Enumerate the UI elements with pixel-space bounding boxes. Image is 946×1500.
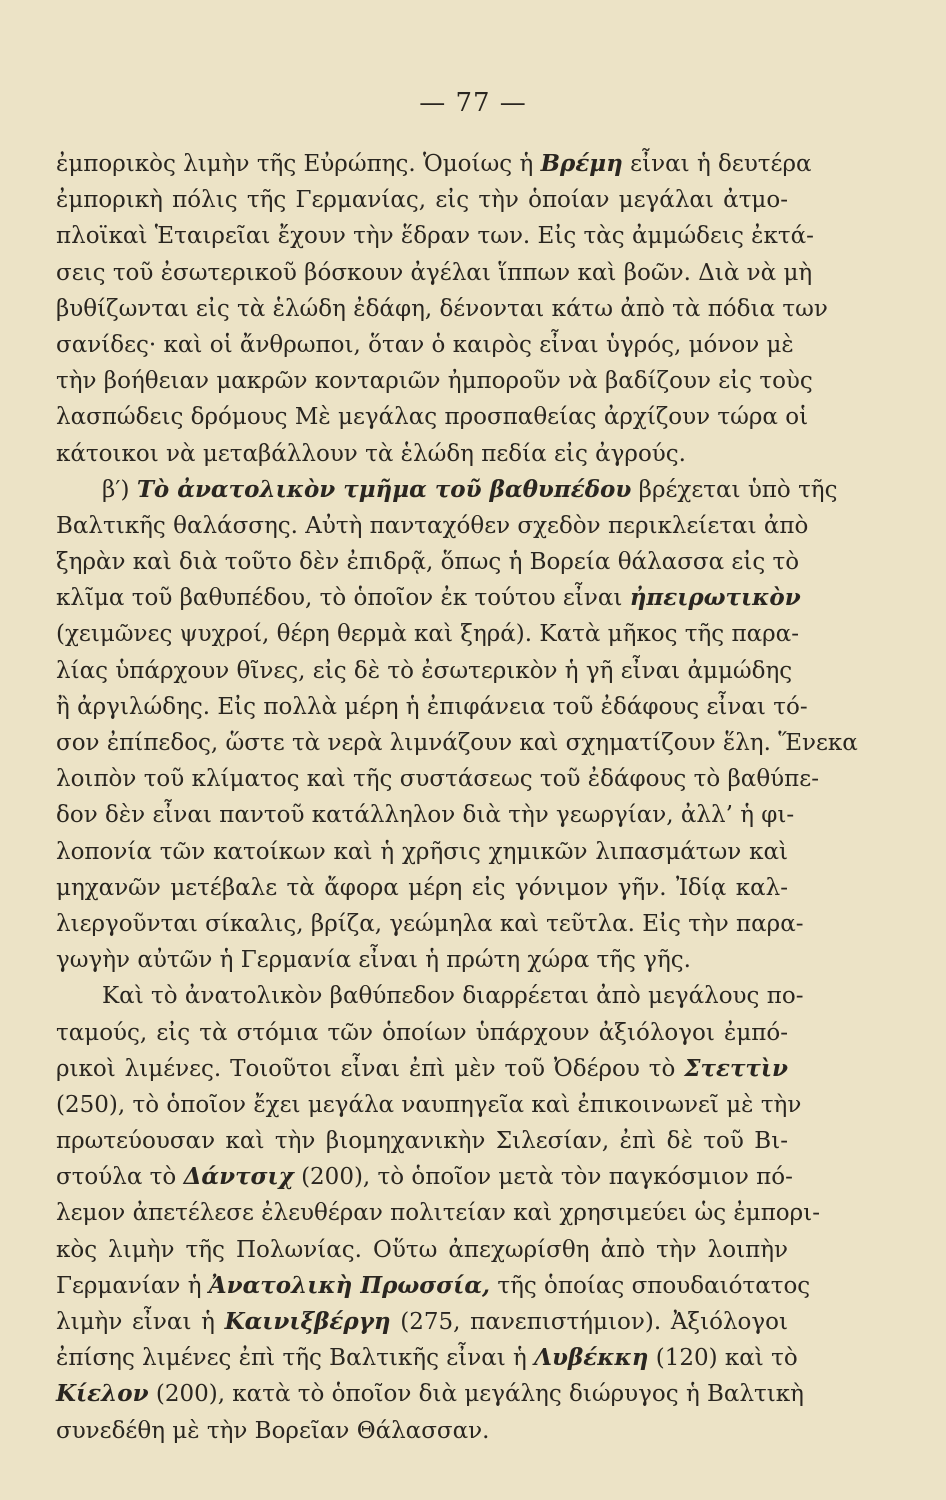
text-line: [56, 616, 799, 652]
body-text: [56, 146, 858, 1449]
emphasized-term: Στεττὶν: [684, 1054, 788, 1082]
text-run: σον ἐπίπεδος, ὥστε τὰ νερὰ λιμνάζουν καὶ σχηματίζουν ἕλη. Ἕνεκα: [56, 730, 858, 756]
text-line: [56, 1087, 802, 1123]
text-run: γωγὴν αὐτῶν ἡ Γερμανία εἶναι ἡ πρώτη χώρα τῆς γῆς.: [56, 947, 691, 974]
text-line: [56, 906, 804, 942]
text-run: εἶναι ἡ δευτέρα: [622, 151, 812, 177]
text-run: Βαλτικῆς θαλάσσης. Αὐτὴ πανταχόθεν σχεδὸν περικλείεται ἀπὸ: [56, 512, 809, 539]
emphasized-term: Δάντσιχ: [183, 1163, 294, 1191]
text-line: [56, 797, 795, 833]
text-run: κὸς λιμὴν τῆς Πολωνίας. Οὕτω ἀπεχωρίσθη ἀπὸ τὴν λοιπὴν: [56, 1236, 788, 1263]
text-line: [56, 580, 801, 616]
text-line: [56, 327, 794, 363]
text-run: τῆς ὁποίας σπουδαιότατος: [490, 1272, 811, 1299]
text-run: λοιπὸν τοῦ κλίματος καὶ τῆς συστάσεως τοῦ ἐδάφους τὸ βαθύπε-: [56, 766, 819, 793]
text-run: δον δὲν εἶναι παντοῦ κατάλληλον διὰ τὴν γεωργίαν, ἀλλ’ ἡ φι-: [56, 802, 795, 829]
text-run: ἐπίσης λιμένες ἐπὶ τῆς Βαλτικῆς εἶναι ἡ: [56, 1345, 535, 1372]
text-line: [56, 834, 788, 870]
emphasized-term: ἠπειρωτικὸν: [629, 584, 801, 612]
text-line: [56, 978, 804, 1014]
emphasized-term: Λυβέκκη: [534, 1344, 649, 1372]
emphasized-term: Ἀνατολικὴ Πρωσσία,: [208, 1271, 491, 1299]
text-run: (275, πανεπιστήμιον). Ἀξιόλογοι: [390, 1309, 788, 1335]
text-line: [56, 472, 838, 508]
text-line: [56, 436, 788, 472]
text-run: λιμὴν εἶναι ἡ: [56, 1309, 225, 1335]
text-line: [56, 1232, 788, 1268]
emphasized-term: Τὸ ἀνατολικὸν τμῆμα τοῦ βαθυπέδου: [136, 475, 632, 503]
text-line: [56, 1304, 788, 1340]
text-line: [56, 725, 858, 761]
text-line: [56, 1413, 788, 1449]
text-run: λίας ὑπάρχουν θῖνες, εἰς δὲ τὸ ἐσωτερικὸν ἡ γῆ εἶναι ἀμμώδης: [56, 657, 793, 684]
text-run: λοπονία τῶν κατοίκων καὶ ἡ χρῆσις χημικῶν λιπασμάτων καὶ: [56, 838, 788, 865]
text-run: πλοϊκαὶ Ἑταιρεῖαι ἔχουν τὴν ἕδραν των. Εἰς τὰς ἀμμώδεις ἐκτά-: [56, 223, 814, 250]
text-run: μηχανῶν μετέβαλε τὰ ἄφορα μέρη εἰς γόνιμον γῆν. Ἰδίᾳ καλ-: [56, 874, 788, 901]
text-run: Καὶ τὸ ἀνατολικὸν βαθύπεδον διαρρέεται ἀπὸ μεγάλους πο-: [102, 983, 804, 1010]
text-line: [56, 544, 800, 580]
text-run: ἐμπορικὴ πόλις τῆς Γερμανίας, εἰς τὴν ὁποίαν μεγάλαι ἀτμο-: [56, 187, 788, 214]
text-run: τὴν βοήθειαν μακρῶν κονταριῶν ἠμποροῦν νὰ βαδίζουν εἰς τοὺς: [56, 368, 813, 395]
text-run: κλῖμα τοῦ βαθυπέδου, τὸ ὁποῖον ἐκ τούτου εἶναι: [56, 585, 630, 612]
text-run: (250), τὸ ὁποῖον ἔχει μεγάλα ναυπηγεῖα καὶ ἐπικοινωνεῖ μὲ τὴν: [56, 1091, 802, 1118]
text-run: ἢ ἀργιλώδης. Εἰς πολλὰ μέρη ἡ ἐπιφάνεια τοῦ ἐδάφους εἶναι τό-: [56, 693, 808, 720]
text-run: κάτοικοι νὰ μεταβάλλουν τὰ ἑλώδη πεδία εἰς ἀγρούς.: [56, 440, 686, 467]
text-run: βυθίζωνται εἰς τὰ ἑλώδη ἐδάφη, δένονται κάτω ἀπὸ τὰ πόδια των: [56, 295, 828, 322]
text-line: [56, 761, 819, 797]
text-line: [56, 1340, 798, 1376]
text-run: (χειμῶνες ψυχροί, θέρη θερμὰ καὶ ξηρά). Κατὰ μῆκος τῆς παρα-: [56, 621, 799, 648]
text-line: [56, 1376, 804, 1412]
text-run: ἐμπορικὸς λιμὴν τῆς Εὐρώπης. Ὁμοίως ἡ: [56, 151, 541, 177]
text-run: ρικοὶ λιμένες. Τοιοῦτοι εἶναι ἐπὶ μὲν τοῦ Ὀδέρου τὸ: [56, 1055, 685, 1082]
emphasized-term: Κίελον: [56, 1380, 149, 1408]
emphasized-term: Βρέμη: [540, 150, 623, 177]
text-run: στούλα τὸ: [56, 1164, 184, 1191]
text-run: ξηρὰν καὶ διὰ τοῦτο δὲν ἐπιδρᾷ, ὅπως ἡ Βορεία θάλασσα εἰς τὸ: [56, 549, 800, 576]
text-line: [56, 1015, 788, 1051]
text-line: [56, 1123, 788, 1159]
text-line: [56, 508, 809, 544]
text-run: Γερμανίαν ἡ: [56, 1272, 209, 1299]
text-line: [56, 653, 793, 689]
text-run: (200), κατὰ τὸ ὁποῖον διὰ μεγάλης διώρυγος ἡ Βαλτικὴ: [148, 1381, 804, 1408]
text-line: [56, 1051, 788, 1087]
text-run: (200), τὸ ὁποῖον μετὰ τὸν παγκόσμιον πό-: [293, 1164, 793, 1191]
text-line: [56, 870, 788, 906]
text-run: σεις τοῦ ἐσωτερικοῦ βόσκουν ἀγέλαι ἵππων καὶ βοῶν. Διὰ νὰ μὴ: [56, 259, 813, 286]
text-run: λιεργοῦνται σίκαλις, βρίζα, γεώμηλα καὶ τεῦτλα. Εἰς τὴν παρα-: [56, 910, 804, 937]
text-run: σανίδες· καὶ οἱ ἄνθρωποι, ὅταν ὁ καιρὸς εἶναι ὑγρός, μόνον μὲ: [56, 331, 794, 358]
text-run: λεμον ἀπετέλεσε ἐλευθέραν πολιτείαν καὶ χρησιμεύει ὡς ἐμπορι-: [56, 1200, 820, 1227]
page-number: — 77 —: [419, 88, 527, 118]
text-line: [56, 399, 809, 435]
emphasized-term: Καινιξβέργη: [224, 1308, 391, 1335]
text-run: ταμούς, εἰς τὰ στόμια τῶν ὁποίων ὑπάρχουν ἀξιόλογοι ἐμπό-: [56, 1019, 788, 1046]
text-run: β′): [102, 476, 137, 503]
text-line: [56, 146, 812, 182]
text-line: [56, 942, 788, 978]
text-line: [56, 1195, 820, 1231]
text-line: [56, 182, 788, 218]
text-line: [56, 1159, 793, 1195]
text-run: πρωτεύουσαν καὶ τὴν βιομηχανικὴν Σιλεσίαν, ἐπὶ δὲ τοῦ Βι-: [56, 1128, 788, 1155]
text-line: [56, 363, 813, 399]
text-run: λασπώδεις δρόμους Μὲ μεγάλας προσπαθείας ἀρχίζουν τώρα οἱ: [56, 404, 809, 431]
text-line: [56, 291, 828, 327]
text-run: συνεδέθη μὲ τὴν Βορεῖαν Θάλασσαν.: [56, 1417, 490, 1444]
text-line: [56, 255, 813, 291]
text-run: βρέχεται ὑπὸ τῆς: [631, 476, 838, 503]
text-run: (120) καὶ τὸ: [648, 1345, 798, 1372]
text-line: [56, 218, 814, 254]
text-line: [56, 689, 808, 725]
text-line: [56, 1268, 811, 1304]
